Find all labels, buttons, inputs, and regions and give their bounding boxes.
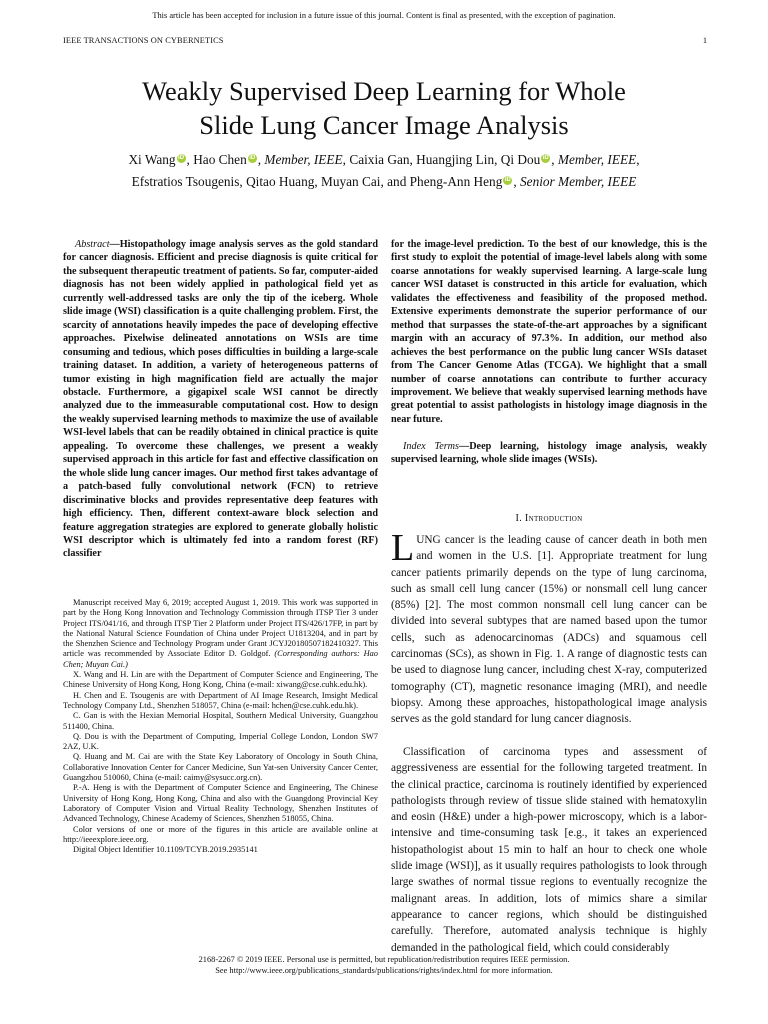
abstract-left [63,238,378,561]
abstract-text: —Histopathology image analysis serves as the gold standard for cancer diagnosis. Efficient and precise diagnosis is quite critical for the subsequent therapeutic treatment of patients. So far, computer-aided diagnosis has not been widely applied in pathological field yet as currently well-addressed tasks are only the tip of the iceberg. Whole slide image (WSI) classification is a quite challenging problem. First, the scarcity of annotations heavily impedes the pace of developing effective approaches. Pixelwise delineated annotations on WSIs are time consuming and tedious, which poses difficulties in building a large-scale training dataset. In addition, a variety of heterogeneous patterns of tumor existing in high magnification field are actually the major obstacle. Furthermore, a gigapixel scale WSI cannot be directly analyzed due to the immeasurable computational cost. How to design the weakly supervised learning methods to maximize the use of available WSI-level labels that can be readily obtained in clinical practice is quite appealing. To overcome these challenges, we present a weakly supervised approach in this article for fast and effective classification on the whole slide lung cancer images. Our method first takes advantage of a patch-based fully convolutional network (FCN) to retrieve discriminative blocks and provides representative deep features with high efficiency. Then, different context-aware block selection and feature aggregation strategies are explored to generate globally holistic WSI descriptor which is ultimately fed into a random forest (RF) classifier [63,239,378,560]
author-grade: Member, IEEE [557,152,637,167]
journal-running-head: IEEE TRANSACTIONS ON CYBERNETICS [63,36,224,45]
acceptance-notice: This article has been accepted for inclusion in a future issue of this journal. Content is final as presented, with the exception of pagination. [152,11,616,20]
index-terms-text: —Deep learning, histology image analysis, weakly supervised learning, whole slide images (WSIs). [391,441,707,466]
orcid-icon[interactable]: iD [178,154,185,161]
footnote-affiliation: H. Chen and E. Tsougenis are with Department of AI Image Research, Imsight Medical Technology Company Ltd., Shenzhen 518057, China (e-mail: hchen@cse.cuhk.edu.hk). [63,690,378,710]
section-heading [391,513,707,524]
orcid-icon[interactable]: iD [249,154,256,161]
footnote-received: Manuscript received May 6, 2019; accepted August 1, 2019. This work was supported in part by the Hong Kong Innovation and Technology Commission through ITSP Tier 3 under Project ITS/041/16, and through ITSP Tier 2 Platform under Project ITS/426/17FP, in part by the National Natural Science Foundation of China under Project U1813204, and in part by the Shenzhen Science and Technology Program under Grant JCYJ20180507182410327. This article was recommended by Associate Editor D. Goldgof. (Corresponding authors: Hao Chen; Muyan Cai.) [63,598,378,669]
author-grade: Senior Member, IEEE [520,174,637,189]
corresponding-authors: (Corresponding authors: Hao Chen; Muyan Cai.) [63,649,378,669]
page-number: 1 [702,36,707,45]
drop-cap: L [391,527,415,569]
copyright-notice [0,954,768,976]
author-name: Caixia Gan, Huangjing Lin, Qi Dou [349,152,541,167]
author-name: Efstratios Tsougenis, Qitao Huang, Muyan Cai, and Pheng-Ann Heng [131,174,503,189]
author-grade: Member, IEEE [264,152,343,167]
footnote-affiliation: X. Wang and H. Lin are with the Department of Computer Science and Engineering, The Chinese University of Hong Kong, Hong Kong, China (e-mail: xiwang@cse.cuhk.edu.hk). [63,670,378,690]
footnote-affiliation: C. Gan is with the Hexian Memorial Hospital, Southern Medical University, Guangzhou 511400, China. [63,711,378,731]
footnote-doi: Digital Object Identifier 10.1109/TCYB.2019.2935141 [73,845,258,855]
footnotes [63,598,378,855]
orcid-icon[interactable]: iD [504,176,511,183]
abstract-right: for the image-level prediction. To the best of our knowledge, this is the first study to exploit the potential of image-level labels along with some coarse annotations for weakly supervised learning. A large-scale lung cancer WSI dataset is constructed in this article for evaluation, which validates the effectiveness and feasibility of the proposed method. Extensive experiments demonstrate the superior performance of our method that surpasses the state-of-the-art approaches by a significant margin with an accuracy of 97.3%. In addition, our method also achieves the best performance on the public lung cancer WSIs dataset from The Cancer Genome Atlas (TCGA). We highlight that a small number of coarse annotations can contribute to further accuracy improvement. We believe that weakly supervised learning methods have great potential to assist pathologists in histology image diagnosis in the near future. [391,239,707,425]
author-name: Xi Wang [128,152,176,167]
title-line-1: Weakly Supervised Deep Learning for Whole [142,76,626,106]
footnote-affiliation: P.-A. Heng is with the Department of Computer Science and Engineering, The Chinese University of Hong Kong, Hong Kong, China and also with the Guangdong Provincial Key Laboratory of Computer Vision and Virtual Reality Technology, Shenzhen Institutes of Advanced Technology, Chinese Academy of Sciences, Shenzhen 518055, China. [63,783,378,824]
intro-text-1: UNG cancer is the leading cause of cancer death in both men and women in the U.S. [1]. Appropriate treatment for lung cancer patients primarily depends on the type of lung carcinoma, such as small cell lung cancer (15%) or nonsmall cell lung cancer (85%) [2]. The most common nonsmall cell lung cancer can be divided into several subtypes that are named based upon the tumor cells, such as adenocarcinomas (ADCs) and squamous cell carcinomas (SCs), as shown in Fig. 1. A range of diagnostic tests can be used to diagnose lung cancer, including chest X-ray, computerized tomography (CT), magnetic resonance imaging (MRI), and needle biopsy. Among these approaches, histopathological image analysis serves as the gold standard for lung cancer diagnosis. [391,534,707,726]
footnote-affiliation: Q. Huang and M. Cai are with the State Key Laboratory of Oncology in South China, Collaborative Innovation Center for Cancer Medicine, Sun Yat-sen University Cancer Center, Guangzhou 510060, China (e-mail: caimy@sysucc.org.cn). [63,752,378,783]
orcid-icon[interactable]: iD [542,154,549,161]
index-terms-label: Index Terms [403,441,460,452]
title-line-2: Slide Lung Cancer Image Analysis [199,110,569,140]
intro-paragraph-1 [391,527,707,728]
paper-title [0,74,768,142]
intro-paragraph-2: Classification of carcinoma types and assessment of aggressiveness are essential for the following targeted treatment. In the clinical practice, carcinoma is routinely identified by experienced pathologists through review of tissue slide stained with hematoxylin and eosin (H&E) under a high-power microscopy, which is a labor-intensive and time-consuming task [e.g., it takes an experienced histopathologist about 15 min to half an hour to check one whole slide image (WSI)], as it usually requires pathologists to look through large swathes of normal tissue regions to eventually recognize the malignant areas. In addition, lots of mimics share a similar appearance to cancer regions, which should be distinguished carefully. Therefore, automated analysis technique is highly demanded in the pathological field, which could considerably [391,746,707,954]
abstract-label: Abstract [75,239,110,250]
index-terms [391,440,707,467]
footnote-affiliation: Q. Dou is with the Department of Computing, Imperial College London, London SW7 2AZ, U.K. [63,731,378,752]
footnote-color-note: Color versions of one or more of the figures in this article are available online at http://ieeexplore.ieee.org. [63,824,378,844]
copyright-line-2: See http://www.ieee.org/publications_standards/publications/rights/index.html for more information. [215,966,553,975]
author-line-2: Efstratios Tsougenis, Qitao Huang, Muyan Cai, and Pheng-Ann Heng iD , Senior Member, IEEE [131,174,637,189]
author-line-1: Xi Wang iD , Hao Chen iD , Member, IEEE, Caixia Gan, Huangjing Lin, Qi Dou iD , Member, IEEE, [128,152,640,167]
author-list [0,149,768,193]
author-name: Hao Chen [193,152,247,167]
section-title: Introduction [524,513,583,524]
section-number: I. [515,513,525,524]
copyright-line-1: 2168-2267 © 2019 IEEE. Personal use is permitted, but republication/redistribution requires IEEE permission. [198,955,570,964]
